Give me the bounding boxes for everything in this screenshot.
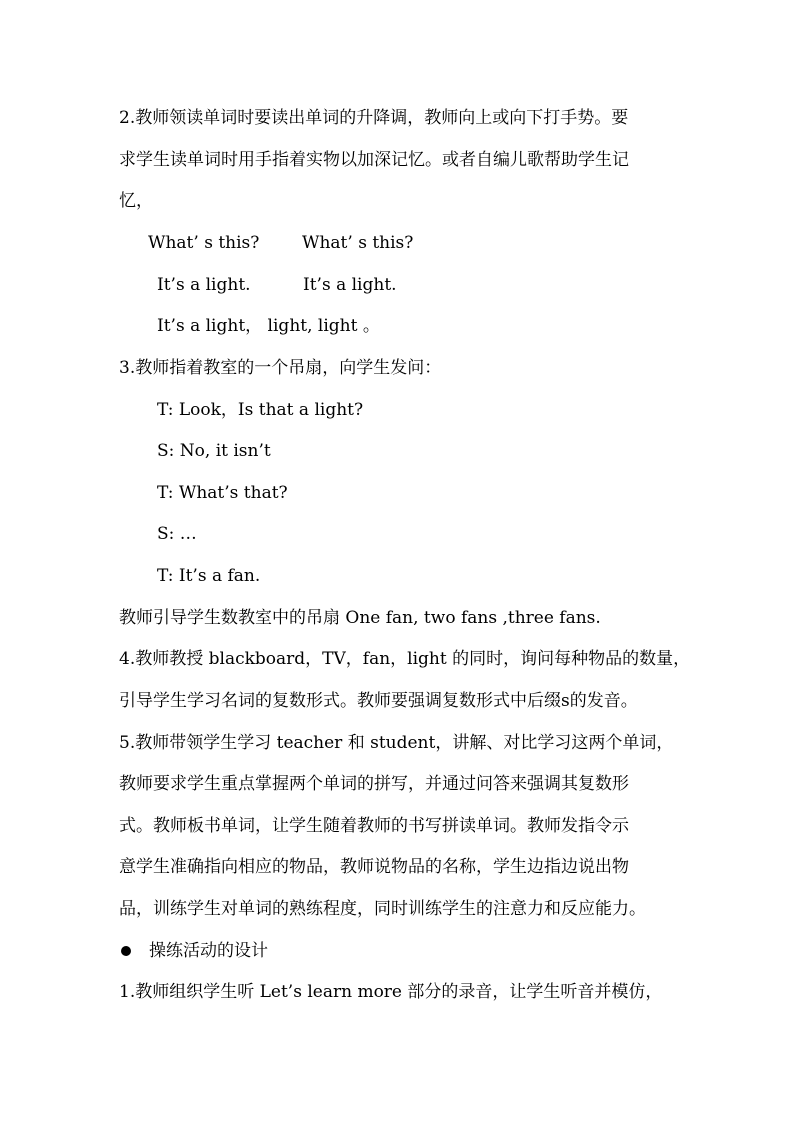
- paragraph-line: 教师引导学生数教室中的吊扇 One fan, two fans ,three fans.: [119, 608, 601, 628]
- dialogue-line: S: …: [157, 524, 197, 544]
- chant-line: [148, 231, 414, 255]
- section-heading: 操练活动的设计: [149, 941, 268, 961]
- paragraph-line: 引导学生学习名词的复数形式。教师要强调复数形式中后缀s的发音。: [119, 691, 638, 711]
- bullet-dot-icon: [121, 946, 131, 956]
- paragraph-line: 式。教师板书单词，让学生随着教师的书写拼读单词。教师发指令示: [119, 816, 629, 836]
- paragraph-line: 求学生读单词时用手指着实物以加深记忆。或者自编儿歌帮助学生记: [119, 150, 629, 170]
- paragraph-line: 4.教师教授 blackboard，TV，fan，light 的同时，询问每种物品的数量，: [119, 649, 691, 669]
- dialogue-line: T: Look，Is that a light?: [157, 400, 364, 420]
- paragraph-line: 意学生准确指向相应的物品，教师说物品的名称，学生边指边说出物: [119, 857, 629, 877]
- paragraph-line: 忆，: [119, 191, 153, 211]
- paragraph-line: 品，训练学生对单词的熟练程度，同时训练学生的注意力和反应能力。: [119, 899, 646, 919]
- dialogue-line: S: No, it isn’t: [157, 441, 271, 461]
- dialogue-line: T: It’s a fan.: [157, 566, 261, 586]
- chant-phrase: It’s a light.: [157, 275, 251, 295]
- dialogue-line: T: What’s that?: [157, 483, 288, 503]
- chant-phrase: What’ s this?: [302, 233, 414, 253]
- paragraph-line: 1.教师组织学生听 Let’s learn more 部分的录音，让学生听音并模仿，: [119, 982, 663, 1002]
- paragraph-line: 教师要求学生重点掌握两个单词的拼写，并通过问答来强调其复数形: [119, 774, 629, 794]
- chant-line: [157, 273, 397, 297]
- paragraph-line: 5.教师带领学生学习 teacher 和 student，讲解、对比学习这两个单词，: [119, 733, 674, 753]
- chant-phrase: What’ s this?: [148, 233, 260, 253]
- paragraph-line: 3.教师指着教室的一个吊扇，向学生发问：: [119, 358, 442, 378]
- chant-phrase: It’s a light.: [303, 275, 397, 295]
- chant-line: It’s a light， light, light 。: [157, 316, 380, 336]
- paragraph-line: 2.教师领读单词时要读出单词的升降调，教师向上或向下打手势。要: [119, 108, 629, 128]
